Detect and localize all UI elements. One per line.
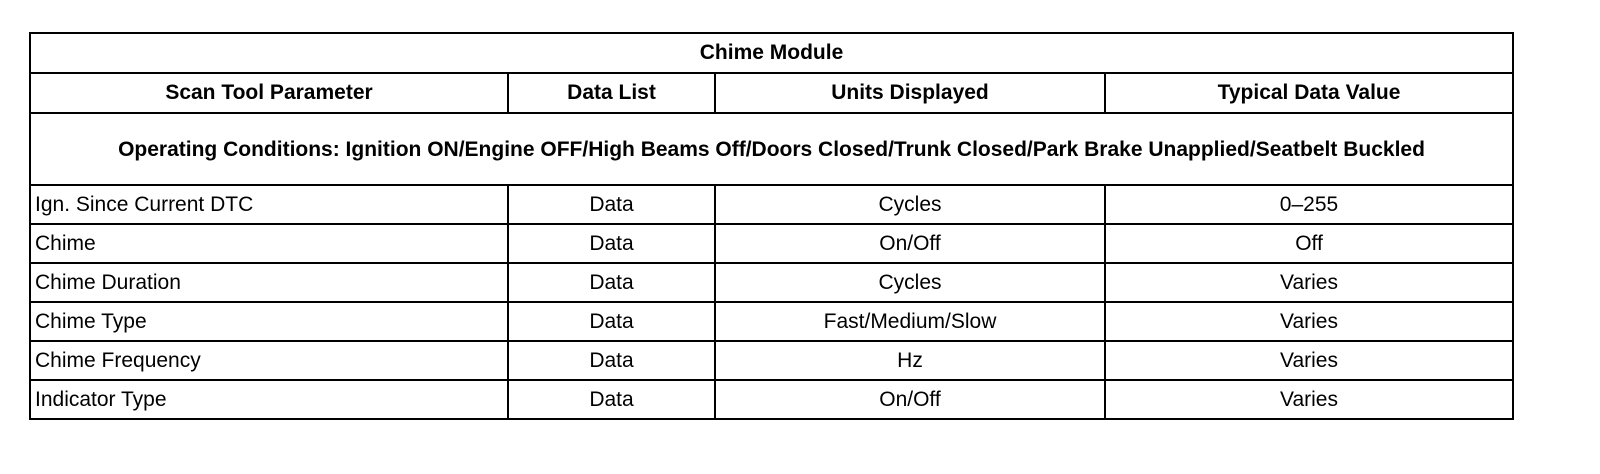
table-row bbox=[30, 302, 1513, 341]
column-header-data-list: Data List bbox=[508, 73, 715, 113]
data-list-cell: Data bbox=[508, 185, 715, 224]
operating-conditions-row bbox=[30, 113, 1513, 185]
table-row bbox=[30, 380, 1513, 419]
table-row bbox=[30, 341, 1513, 380]
typical-value-cell: Varies bbox=[1105, 302, 1513, 341]
parameter-cell: Chime Frequency bbox=[30, 341, 508, 380]
parameter-cell: Chime bbox=[30, 224, 508, 263]
parameter-cell: Chime Type bbox=[30, 302, 508, 341]
parameter-cell: Ign. Since Current DTC bbox=[30, 185, 508, 224]
data-list-cell: Data bbox=[508, 224, 715, 263]
typical-value-cell: Varies bbox=[1105, 341, 1513, 380]
table-header-row bbox=[30, 73, 1513, 113]
typical-value-cell: Varies bbox=[1105, 263, 1513, 302]
units-cell: On/Off bbox=[715, 224, 1105, 263]
parameter-cell: Chime Duration bbox=[30, 263, 508, 302]
units-cell: Fast/Medium/Slow bbox=[715, 302, 1105, 341]
chime-module-table bbox=[29, 32, 1514, 420]
units-cell: Cycles bbox=[715, 263, 1105, 302]
typical-value-cell: Varies bbox=[1105, 380, 1513, 419]
column-header-units-displayed: Units Displayed bbox=[715, 73, 1105, 113]
data-list-cell: Data bbox=[508, 263, 715, 302]
units-cell: Cycles bbox=[715, 185, 1105, 224]
operating-conditions: Operating Conditions: Ignition ON/Engine OFF/High Beams Off/Doors Closed/Trunk Closed/Park Brake Unapplied/Seatbelt Buckled bbox=[30, 113, 1513, 185]
table-row bbox=[30, 224, 1513, 263]
typical-value-cell: 0–255 bbox=[1105, 185, 1513, 224]
typical-value-cell: Off bbox=[1105, 224, 1513, 263]
column-header-typical-data-value: Typical Data Value bbox=[1105, 73, 1513, 113]
units-cell: Hz bbox=[715, 341, 1105, 380]
table-row bbox=[30, 185, 1513, 224]
data-list-cell: Data bbox=[508, 380, 715, 419]
table-row bbox=[30, 263, 1513, 302]
units-cell: On/Off bbox=[715, 380, 1105, 419]
parameter-cell: Indicator Type bbox=[30, 380, 508, 419]
column-header-scan-tool-parameter: Scan Tool Parameter bbox=[30, 73, 508, 113]
table-title-row bbox=[30, 33, 1513, 73]
table-title: Chime Module bbox=[30, 33, 1513, 73]
data-list-cell: Data bbox=[508, 341, 715, 380]
data-list-cell: Data bbox=[508, 302, 715, 341]
